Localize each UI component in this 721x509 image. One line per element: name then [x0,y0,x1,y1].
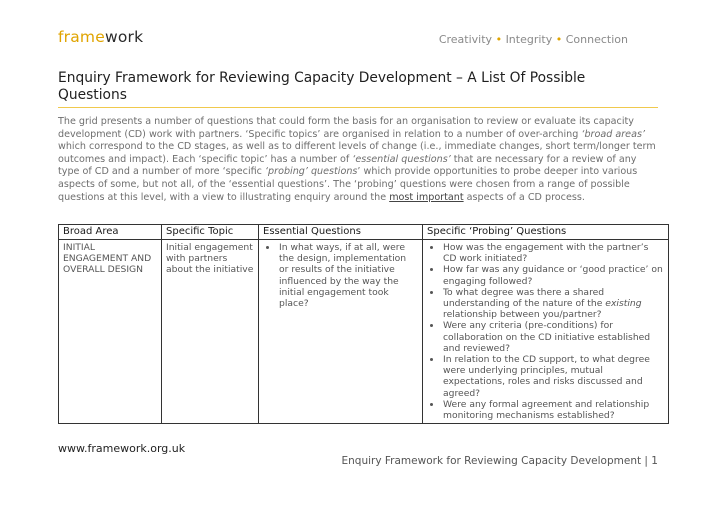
intro-text: aspects of a CD process. [463,191,585,203]
tagline-separator: • [495,33,503,46]
cell-essential-questions [259,240,423,424]
header-essential-questions: Essential Questions [259,225,423,240]
tagline [439,33,628,46]
probing-question-item: • How was the engagement with the partner’s CD work initiated? [442,242,664,264]
intro-text: that are necessary for a review of any type of CD and a number of more ‘specific [58,153,637,178]
header-probing-questions: Specific ‘Probing’ Questions [423,225,669,240]
intro-text: which correspond to the CD stages, as well as to different levels of change (i.e., immediate changes, short term/longer term outcomes and impact). Each ‘specific topic’ has a number of [58,141,656,165]
probing-question-item [442,287,664,321]
probing-question-item: • Were any criteria (pre-conditions) for collaboration on the CD initiative established and reviewed? [442,320,664,354]
cell-probing-questions [423,240,669,424]
questions-table [58,224,669,424]
table-row [59,240,669,424]
logo-text: work [104,28,144,46]
cell-specific-topic: Initial engagement with partners about the initiative [162,240,259,424]
framework-logo [58,28,143,46]
cell-broad-area: INITIAL ENGAGEMENT AND OVERALL DESIGN [59,240,162,424]
footer-page-label: Enquiry Framework for Reviewing Capacity Development | 1 [341,455,658,467]
logo-accent-text: frame [58,28,105,46]
tagline-word-integrity: Integrity [505,33,553,46]
intro-emphasis-broad-areas: ‘broad areas’ [581,128,646,140]
intro-emphasis-essential-questions: ‘essential questions’ [352,153,451,165]
footer-website-url: www.framework.org.uk [58,442,186,455]
essential-questions-list [263,242,418,309]
intro-emphasis-probing-questions: ‘probing’ questions [264,166,358,178]
tagline-separator: • [555,33,563,46]
tagline-word-creativity: Creativity [438,33,493,46]
probing-question-emphasis: existing [605,298,642,310]
intro-text: The grid presents a number of questions that could form the basis for an organisation to review or evaluate its capacity development (CD) work with partners. ‘Specific topics’ are organised in relation to a number of over-arching [58,116,634,140]
table-header-row [59,225,669,240]
intro-underline-most-important: most important [389,191,464,203]
probing-question-item: • Were any formal agreement and relationship monitoring mechanisms established? [442,399,664,421]
intro-text: ’ which provide opportunities to probe deeper into various aspects of some, but not all, of the ‘essential questions’. The ‘probing’ questions were chosen from a range of possible questions at this level, with a view to illustrating enquiry around the [58,166,638,203]
probing-question-item: • How far was any guidance or ‘good practice’ on engaging followed? [442,264,664,286]
probing-question-item: • In relation to the CD support, to what degree were underlying principles, mutual expectations, roles and risks discussed and agreed? [442,354,664,399]
probing-question-text: To what degree was there a shared understanding of the nature of the [443,286,606,310]
header-specific-topic: Specific Topic [162,225,259,240]
tagline-word-connection: Connection [565,33,628,46]
header-broad-area: Broad Area [59,225,162,240]
document-title: Enquiry Framework for Reviewing Capacity Development – A List Of Possible Questions [58,70,658,108]
probing-question-text: relationship between you/partner? [443,309,602,321]
intro-paragraph [58,116,660,204]
probing-questions-list [427,242,664,421]
essential-question-item: • In what ways, if at all, were the design, implementation or results of the initiative influenced by the way the initial engagement took place? [278,242,418,309]
